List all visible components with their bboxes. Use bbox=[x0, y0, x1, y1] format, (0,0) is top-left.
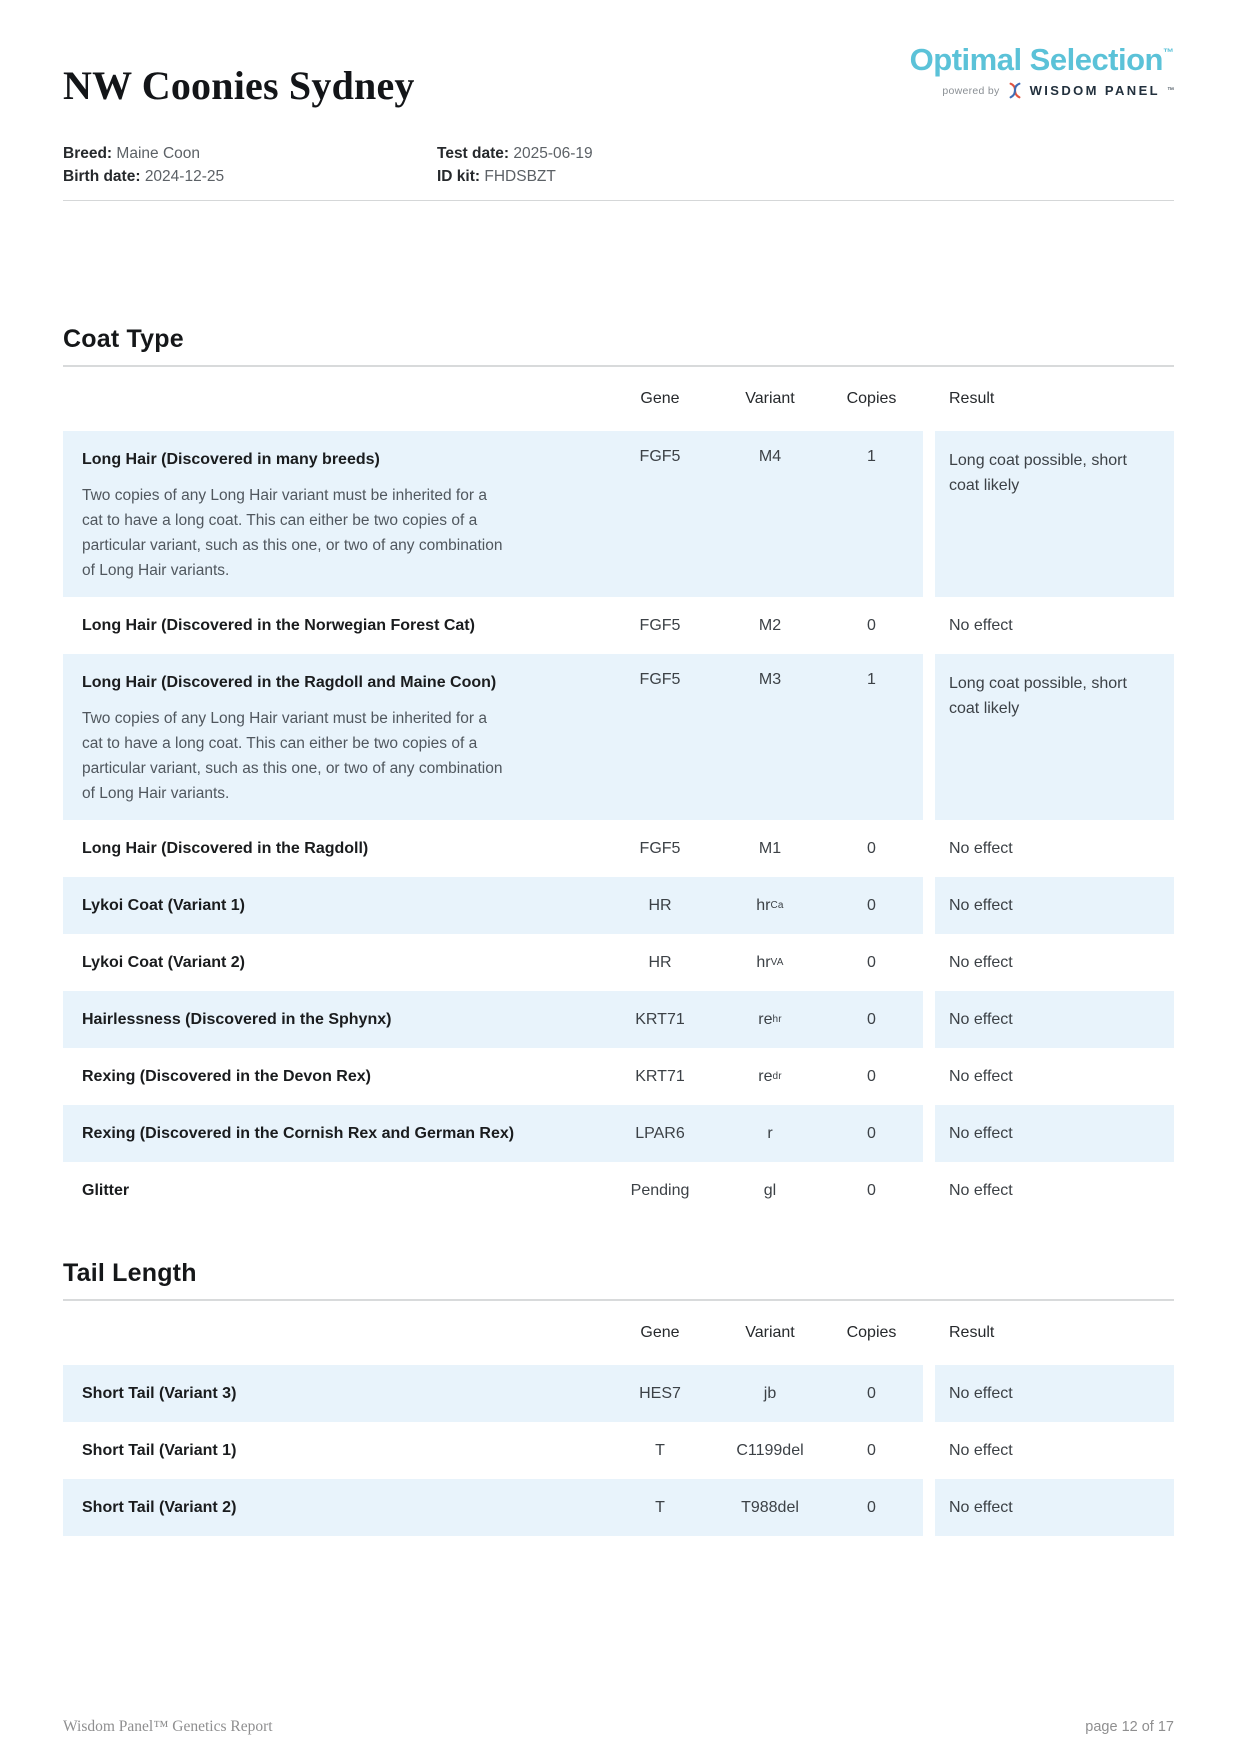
col-header-result: Result bbox=[949, 1324, 995, 1341]
column-gap bbox=[923, 597, 935, 654]
report-footer bbox=[63, 1718, 1174, 1736]
col-header-gene: Gene bbox=[640, 390, 680, 407]
result-value: No effect bbox=[935, 877, 1174, 934]
trait-name: Long Hair (Discovered in many breeds) bbox=[82, 451, 380, 468]
variant-value: re dr bbox=[758, 1067, 782, 1085]
gene-value: HR bbox=[600, 877, 720, 934]
result-value: Long coat possible, short coat likely bbox=[935, 431, 1174, 597]
col-header-result: Result bbox=[949, 390, 995, 407]
gene-value: LPAR6 bbox=[600, 1105, 720, 1162]
table-row bbox=[63, 1422, 1174, 1479]
gene-value: FGF5 bbox=[600, 431, 720, 597]
meta-right-column bbox=[437, 142, 1174, 188]
table-row bbox=[63, 1365, 1174, 1422]
trait-cell bbox=[63, 1105, 600, 1162]
column-gap bbox=[923, 1365, 935, 1422]
trait-cell bbox=[63, 934, 600, 991]
trait-name: Short Tail (Variant 3) bbox=[82, 1384, 237, 1402]
trait-name: Long Hair (Discovered in the Ragdoll) bbox=[82, 839, 369, 857]
breed-label: Breed: bbox=[63, 145, 113, 162]
trait-description: Two copies of any Long Hair variant must be inherited for a cat to have a long coat. This can either be two copies of a particular variant, such as this one, or two of any combination of Long Hair variants. bbox=[82, 710, 503, 802]
table-row bbox=[63, 1105, 1174, 1162]
trait-name: Rexing (Discovered in the Devon Rex) bbox=[82, 1067, 371, 1085]
column-gap bbox=[923, 654, 935, 820]
test-date-value: 2025-06-19 bbox=[513, 145, 593, 162]
page-title: NW Coonies Sydney bbox=[63, 63, 415, 108]
trait-name: Glitter bbox=[82, 1181, 130, 1199]
table-row bbox=[63, 991, 1174, 1048]
copies-value: 1 bbox=[820, 431, 923, 597]
trait-name: Long Hair (Discovered in the Norwegian Forest Cat) bbox=[82, 616, 475, 634]
col-header-copies: Copies bbox=[846, 390, 897, 407]
table-row bbox=[63, 597, 1174, 654]
pet-meta-block bbox=[63, 142, 1174, 188]
powered-by-label: powered by bbox=[942, 84, 1000, 97]
table-row bbox=[63, 934, 1174, 991]
table-header-row bbox=[63, 367, 1174, 431]
kit-id-label: ID kit: bbox=[437, 168, 481, 185]
column-gap bbox=[923, 1048, 935, 1105]
trait-table bbox=[63, 1301, 1174, 1536]
result-value: No effect bbox=[935, 991, 1174, 1048]
trait-cell bbox=[63, 877, 600, 934]
trait-name: Rexing (Discovered in the Cornish Rex and German Rex) bbox=[82, 1124, 515, 1142]
gene-value: T bbox=[600, 1479, 720, 1536]
breed-value: Maine Coon bbox=[116, 145, 200, 162]
copies-value: 0 bbox=[820, 991, 923, 1048]
column-gap bbox=[923, 431, 935, 597]
variant-value: M2 bbox=[758, 616, 782, 634]
copies-value: 0 bbox=[867, 953, 876, 971]
birth-date-label: Birth date: bbox=[63, 168, 141, 185]
result-value: No effect bbox=[949, 1068, 1013, 1085]
result-value: Long coat possible, short coat likely bbox=[935, 654, 1174, 820]
table-row bbox=[63, 877, 1174, 934]
table-row bbox=[63, 1479, 1174, 1536]
optimal-selection-logo bbox=[910, 44, 1174, 99]
variant-value: gl bbox=[763, 1181, 777, 1199]
column-gap bbox=[923, 1105, 935, 1162]
trait-name: Long Hair (Discovered in the Ragdoll and Maine Coon) bbox=[82, 674, 497, 691]
variant-value: r bbox=[720, 1105, 820, 1162]
logo-brand bbox=[910, 44, 1174, 75]
column-gap bbox=[923, 1162, 935, 1219]
result-value: No effect bbox=[949, 1442, 1013, 1459]
section-tail-length bbox=[63, 1259, 1174, 1536]
table-row bbox=[63, 1048, 1174, 1105]
variant-value: hr Ca bbox=[720, 877, 820, 934]
table-row bbox=[63, 1162, 1174, 1219]
col-header-variant: Variant bbox=[745, 390, 795, 407]
gene-value: FGF5 bbox=[600, 654, 720, 820]
trait-cell bbox=[63, 1479, 600, 1536]
copies-value: 0 bbox=[867, 1181, 876, 1199]
column-gap bbox=[923, 1422, 935, 1479]
trait-name: Short Tail (Variant 1) bbox=[82, 1441, 237, 1459]
copies-value: 0 bbox=[867, 616, 876, 634]
footer-page-number: page 12 of 17 bbox=[1085, 1719, 1174, 1735]
table-body bbox=[63, 431, 1174, 1219]
column-gap bbox=[923, 991, 935, 1048]
section-heading: Coat Type bbox=[63, 325, 184, 353]
header-divider bbox=[63, 200, 1174, 201]
partner-trademark: ™ bbox=[1167, 87, 1174, 94]
gene-value: HES7 bbox=[600, 1365, 720, 1422]
col-header-gene: Gene bbox=[640, 1324, 680, 1341]
result-value: No effect bbox=[935, 1365, 1174, 1422]
kit-id-line bbox=[437, 165, 1174, 188]
trait-cell bbox=[63, 1162, 600, 1219]
variant-value: jb bbox=[720, 1365, 820, 1422]
footer-report-name: Wisdom Panel™ Genetics Report bbox=[63, 1718, 273, 1735]
result-value: No effect bbox=[949, 954, 1013, 971]
gene-value: KRT71 bbox=[600, 991, 720, 1048]
variant-value: hr VA bbox=[756, 953, 784, 971]
variant-value: re hr bbox=[720, 991, 820, 1048]
copies-value: 1 bbox=[820, 654, 923, 820]
copies-value: 0 bbox=[867, 1067, 876, 1085]
copies-value: 0 bbox=[820, 1479, 923, 1536]
gene-value: FGF5 bbox=[639, 839, 681, 857]
copies-value: 0 bbox=[867, 839, 876, 857]
trait-cell bbox=[63, 991, 600, 1048]
variant-value: M3 bbox=[720, 654, 820, 820]
column-gap bbox=[923, 877, 935, 934]
column-gap bbox=[923, 1479, 935, 1536]
trait-name: Short Tail (Variant 2) bbox=[82, 1498, 237, 1516]
meta-left-column bbox=[63, 142, 437, 188]
copies-value: 0 bbox=[820, 1365, 923, 1422]
trait-name: Hairlessness (Discovered in the Sphynx) bbox=[82, 1010, 392, 1028]
table-row bbox=[63, 431, 1174, 597]
trait-cell bbox=[63, 820, 600, 877]
logo-brand-trademark: ™ bbox=[1163, 47, 1174, 59]
trait-cell bbox=[63, 1365, 600, 1422]
report-header bbox=[63, 0, 1174, 108]
trait-name: Lykoi Coat (Variant 2) bbox=[82, 953, 245, 971]
gene-value: Pending bbox=[630, 1181, 690, 1199]
birth-date-line bbox=[63, 165, 437, 188]
section-coat-type bbox=[63, 325, 1174, 1219]
trait-cell bbox=[63, 1048, 600, 1105]
logo-brand-text: Optimal Selection bbox=[909, 42, 1163, 77]
column-gap bbox=[923, 934, 935, 991]
variant-value: T988del bbox=[720, 1479, 820, 1536]
partner-brand-text: WISDOM PANEL bbox=[1029, 83, 1160, 98]
result-value: No effect bbox=[949, 1182, 1013, 1199]
result-value: No effect bbox=[935, 1479, 1174, 1536]
kit-id-value: FHDSBZT bbox=[484, 168, 556, 185]
variant-value: M1 bbox=[758, 839, 782, 857]
result-value: No effect bbox=[935, 1105, 1174, 1162]
test-date-line bbox=[437, 142, 1174, 165]
test-date-label: Test date: bbox=[437, 145, 510, 162]
table-header-row bbox=[63, 1301, 1174, 1365]
column-gap bbox=[923, 820, 935, 877]
col-header-copies: Copies bbox=[846, 1324, 897, 1341]
dna-helix-icon bbox=[1007, 82, 1023, 99]
gene-value: FGF5 bbox=[639, 616, 681, 634]
trait-table bbox=[63, 367, 1174, 1219]
breed-line bbox=[63, 142, 437, 165]
copies-value: 0 bbox=[820, 1105, 923, 1162]
section-heading: Tail Length bbox=[63, 1259, 197, 1287]
trait-description: Two copies of any Long Hair variant must be inherited for a cat to have a long coat. This can either be two copies of a particular variant, such as this one, or two of any combination of Long Hair variants. bbox=[82, 487, 503, 579]
variant-value: M4 bbox=[720, 431, 820, 597]
table-row bbox=[63, 820, 1174, 877]
gene-value: T bbox=[655, 1441, 665, 1459]
gene-value: KRT71 bbox=[635, 1067, 685, 1085]
trait-cell bbox=[63, 597, 600, 654]
trait-name: Lykoi Coat (Variant 1) bbox=[82, 896, 245, 914]
gene-value: HR bbox=[648, 953, 672, 971]
result-value: No effect bbox=[949, 840, 1013, 857]
result-value: No effect bbox=[949, 617, 1013, 634]
variant-value: C1199del bbox=[736, 1441, 804, 1459]
birth-date-value: 2024-12-25 bbox=[144, 168, 225, 185]
table-body bbox=[63, 1365, 1174, 1536]
copies-value: 0 bbox=[820, 877, 923, 934]
table-row bbox=[63, 654, 1174, 820]
col-header-variant: Variant bbox=[745, 1324, 795, 1341]
copies-value: 0 bbox=[867, 1441, 876, 1459]
logo-powered-by-row bbox=[910, 82, 1174, 99]
trait-cell bbox=[63, 431, 600, 597]
trait-cell bbox=[63, 1422, 600, 1479]
trait-cell bbox=[63, 654, 600, 820]
